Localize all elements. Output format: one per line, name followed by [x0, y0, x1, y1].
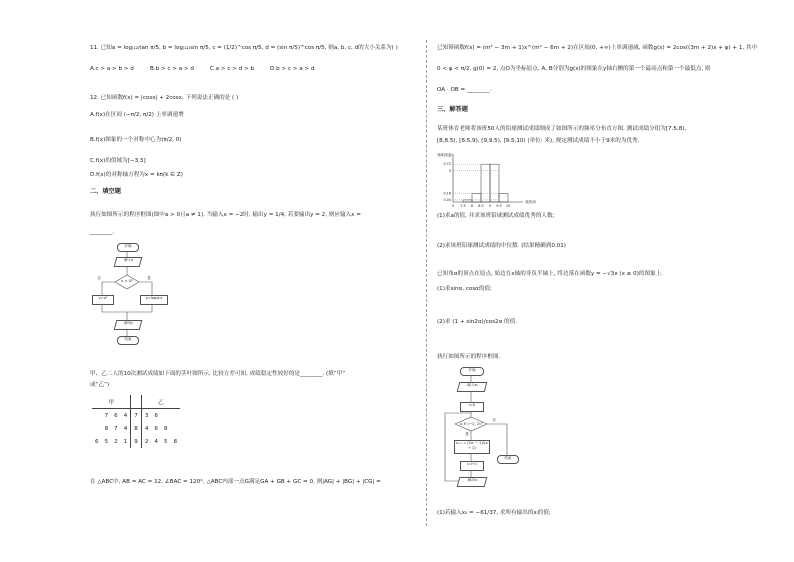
q14-text-2: 或“乙”)	[90, 382, 110, 388]
leaf-right: 8	[163, 425, 168, 432]
stem-leaf-row	[92, 422, 180, 435]
q16-line-2: 0 < φ < π/2, g(0) = 2, 点O为坐标原点, A, B分别为g(x)的图象在y轴右侧的第一个最高点和第一个最低点, 则	[437, 66, 711, 72]
flow1-input: 输入x	[114, 257, 143, 267]
y-tick-label: 0.04	[443, 197, 451, 202]
y-tick-label: a	[448, 168, 451, 173]
x-tick-label: 9.5	[496, 204, 502, 208]
flow2-end: 结束	[497, 455, 519, 464]
stem: 7	[131, 409, 142, 423]
leaf-right: 2	[144, 438, 149, 445]
q12-option-b: B.f(x)图象的一个对称中心为(π/2, 0)	[90, 137, 182, 143]
histogram-bar	[490, 164, 499, 202]
leaf-right: 8	[173, 438, 178, 445]
flow2-start: 开始	[460, 367, 484, 376]
y-axis-label: 频率/组距	[437, 153, 452, 157]
q18-line-1: 已知角α的顶点在原点, 始边在x轴的非负半轴上, 终边落在函数y = −√3x (x ≤ 0)的图象上.	[437, 271, 664, 277]
leaf-left: 2	[114, 438, 118, 445]
leaf-right: 6	[154, 412, 158, 419]
flow2-no-label: 否	[492, 418, 496, 422]
leaf-left: 6	[95, 438, 99, 445]
q12-stem: 12. 已知函数f(x) = |cosx| + 2cosx, 下列说法正确的是 ( )	[90, 95, 239, 101]
q17-sub-2: (2)求该班铅球测试成绩的中位数. (结果精确到0.01)	[437, 243, 566, 249]
leaf-left: 5	[104, 438, 109, 445]
stem-leaf-plot	[92, 395, 180, 448]
stem-leaf-head-right: 乙	[141, 395, 180, 409]
flow2-output: 输出xᵢ	[457, 477, 488, 487]
q11-option-a: A.c > a > b > d	[90, 66, 134, 72]
q18-sub-2: (2)求 (1 + sin2α)/cos2α 的值.	[437, 319, 518, 325]
leaf-right: 3	[144, 412, 149, 419]
q14-text: 甲、乙二人的10次测试成绩如下面的茎叶图所示, 比较方差可知, 成绩稳定性较好的是________. (填“甲”	[90, 371, 346, 377]
y-tick-label: 0.16	[443, 191, 451, 196]
histogram-bar	[463, 200, 472, 202]
flow2-increment: i=i+1	[460, 461, 484, 471]
frequency-histogram	[437, 150, 537, 210]
q11-option-b: B.b > c > a > d	[150, 66, 194, 72]
q16-line-1: 已知幂函数f(x) = (m² − 3m + 1)x^(m² − 6m + 2)在区间(0, +∞)上单调递减, 函数g(x) = 2cos((3m + 2)x + φ) + 1, 其中	[437, 45, 758, 51]
stem-leaf-row	[92, 435, 180, 448]
stem-leaf-row	[92, 409, 180, 423]
q18-sub-1: (1)求sinα, cosα的值;	[437, 286, 492, 292]
flow1-right-box: y=log₍a₎x	[140, 295, 168, 305]
x-axis-label: 成绩/米	[525, 200, 537, 204]
flow2-input: 输入x₀	[457, 382, 488, 392]
stem: 9	[131, 435, 142, 448]
leaf-left: 4	[123, 412, 128, 419]
q19-line-1: 执行如图所示的程序框图.	[437, 354, 501, 360]
histogram-bar	[472, 194, 481, 202]
x-tick-label: 8	[470, 204, 474, 208]
flow1-start: 开始	[117, 243, 139, 252]
flow2-calc: xᵢ₊₁ = (2xᵢ − 1)/(xᵢ + 2)	[454, 440, 490, 454]
flow1-no-label: 否	[97, 276, 101, 280]
stem-leaf-head-left: 甲	[92, 395, 131, 409]
q13-text: 执行如图所示的程序框图(图中a > 0且a ≠ 1), 当输入x = −2时, 输出y = 1/4, 若要输出y = 2, 则应输入x =	[90, 212, 361, 218]
q17-line-2: [8,8.5), [8.5,9), [9,9.5), [9.5,10) (单位: 米), 规定测试成绩不小于9米的为优秀.	[437, 138, 640, 144]
leaf-left: 1	[123, 438, 128, 445]
x-tick-label: 10	[505, 204, 511, 208]
stem-leaf-header	[92, 395, 180, 409]
section-fill-in-title: 二、填空题	[90, 188, 121, 195]
leaf-right: 5	[163, 438, 168, 445]
q11-stem: 11. 已知a = log₍₁₂₎tan π/5, b = log₍₁₂₎sin π/5, c = (1/2)^cos π/5, d = (sin π/5)^cos π/5, 则a, b, c, d的大小关系为( )	[90, 45, 398, 51]
flowchart-2-connectors	[437, 365, 547, 495]
stem: 8	[131, 422, 142, 435]
x-tick-label: 9	[488, 204, 492, 208]
q11-option-c: C.a > c > d > b	[210, 66, 255, 72]
histogram-bar	[481, 164, 490, 202]
q12-option-a: A.f(x)在区间 (−π/2, π/2) 上单调递增	[90, 112, 184, 118]
q17-sub-1: (1)求a的值, 并求该班铅球测试成绩优秀的人数;	[437, 213, 555, 219]
flow2-init: i=0	[460, 402, 484, 412]
q15-text: 在 △ABC中, AB = AC = 12, ∠BAC = 120°, △ABC内部一点G满足GA + GB + GC = 0, 则|AG| + |BG| + |CG| =	[90, 479, 381, 485]
leaf-right: 4	[144, 425, 149, 432]
x-tick-label: O	[451, 204, 455, 208]
leaf-left: 8	[104, 425, 109, 432]
q17-line-1: 某班体育老师将该班50人的铅球测试成绩制成了如图所示的频率分布直方图, 测试成绩分组为[7.5,8),	[437, 126, 687, 132]
flow2-condition: xᵢ ∈ (−2, 2)?	[459, 422, 483, 426]
section-solve-title: 三、解答题	[437, 106, 468, 113]
leaf-left: 7	[114, 425, 118, 432]
y-tick-label: 0.72	[443, 162, 451, 167]
q13-blank: ________.	[90, 229, 115, 235]
flow2-yes-label: 是	[465, 432, 469, 436]
leaf-right: 6	[154, 425, 158, 432]
flow1-yes-label: 是	[147, 276, 151, 280]
q16-line-3: OA · OB = ________.	[437, 87, 492, 93]
q11-option-d: D.b > c > a > d	[270, 66, 315, 72]
leaf-right: 4	[154, 438, 158, 445]
column-divider	[426, 40, 427, 526]
x-tick-label: 8.5	[478, 204, 484, 208]
flow1-condition: x > 0?	[121, 279, 133, 283]
q19-sub-1: (1)若输入x₀ = −61/37, 求所有输出的xᵢ的值;	[437, 510, 551, 516]
x-tick-label: 7.5	[460, 204, 466, 208]
histogram-bar	[499, 194, 508, 202]
q12-option-c: C.f(x)的值域为[−3,3]	[90, 158, 146, 164]
q12-option-d: D.f(x)的对称轴方程为x = kπ(k ∈ Z)	[90, 172, 183, 178]
flow1-end: 结束	[117, 336, 139, 345]
leaf-left: 6	[114, 412, 118, 419]
flow1-left-box: y=x²	[92, 295, 114, 305]
leaf-left: 7	[104, 412, 109, 419]
leaf-left: 4	[123, 425, 128, 432]
flow1-output: 输出y	[114, 320, 143, 330]
